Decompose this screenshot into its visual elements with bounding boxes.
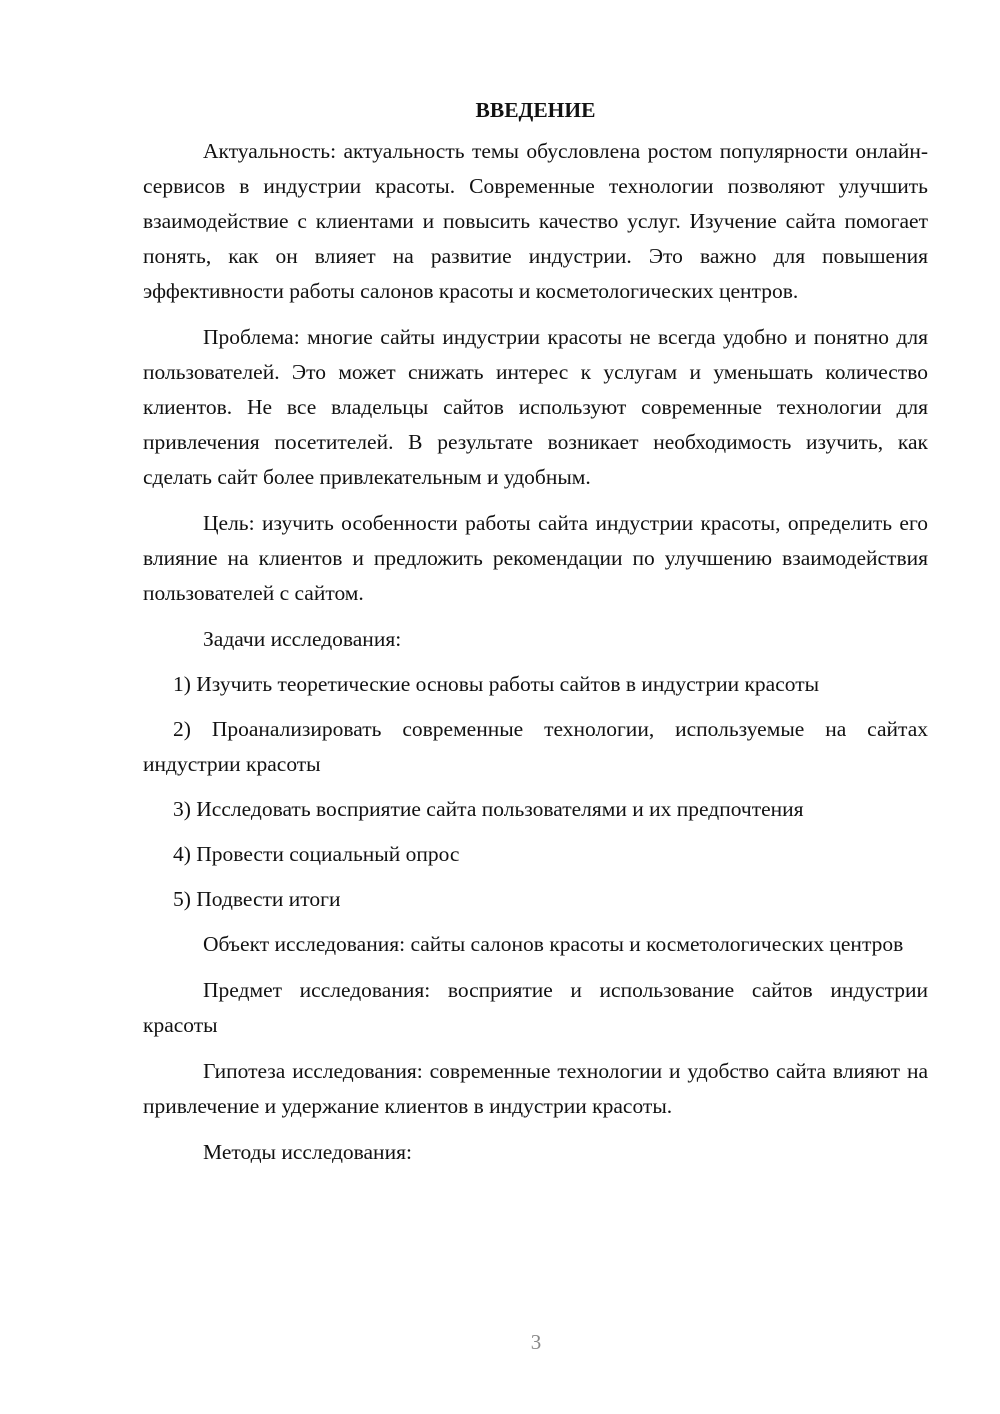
list-item: 5) Подвести итоги [173, 887, 341, 911]
paragraph-hypothesis: Гипотеза исследования: современные технологии и удобство сайта влияют на привлечение и удержание клиентов в индустрии красоты. [143, 1059, 928, 1118]
tasks-heading: Задачи исследования: [203, 627, 402, 651]
paragraph-problem: Проблема: многие сайты индустрии красоты не всегда удобно и понятно для пользователей. Это может снижать интерес к услугам и уменьшать количество клиентов. Не все владельцы сайтов используют современные технологии для привлечения посетителей. В результате возникает необходимость изучить, как сделать сайт более привлекательным и удобным. [143, 325, 928, 489]
methods-heading: Методы исследования: [203, 1140, 412, 1164]
paragraph-relevance: Актуальность: актуальность темы обусловлена ростом популярности онлайн-сервисов в индустрии красоты. Современные технологии позволяют улучшить взаимодействие с клиентами и повысить качество услуг. Изучение сайта помогает понять, как он влияет на развитие индустрии. Это важно для повышения эффективности работы салонов красоты и косметологических центров. [143, 139, 928, 303]
paragraph-object: Объект исследования: сайты салонов красоты и косметологических центров [203, 932, 904, 956]
page-number: 3 [530, 1330, 542, 1354]
list-item: 4) Провести социальный опрос [173, 842, 460, 866]
list-item: 2) Проанализировать современные технологии, используемые на сайтах индустрии красоты [143, 717, 928, 776]
paragraph-subject: Предмет исследования: восприятие и использование сайтов индустрии красоты [143, 978, 928, 1037]
list-item: 1) Изучить теоретические основы работы сайтов в индустрии красоты [173, 672, 820, 696]
list-item: 3) Исследовать восприятие сайта пользователями и их предпочтения [173, 797, 804, 821]
page-content [143, 93, 928, 1180]
section-title: ВВЕДЕНИЕ [475, 98, 596, 122]
paragraph-goal: Цель: изучить особенности работы сайта индустрии красоты, определить его влияние на клиентов и предложить рекомендации по улучшению взаимодействия пользователей с сайтом. [143, 511, 928, 605]
tasks-list [143, 667, 928, 917]
